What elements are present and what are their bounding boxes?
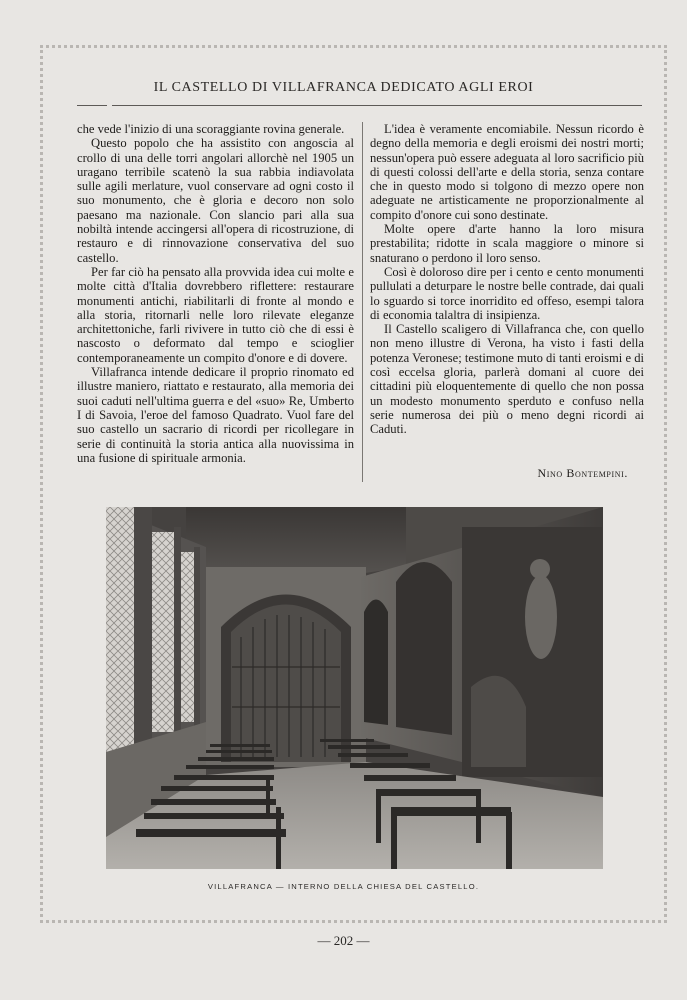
column-divider bbox=[362, 122, 363, 482]
left-paragraph-3: Per far ciò ha pensato alla provvida idea cui molte e molte città d'Italia dovrebbero riflettere: restaurare monumenti antichi, riabilitarli di fronte al mondo e alla storia, ritornarli nelle loro rilevate eleganze architettoniche, farli rivivere in tutto ciò che di essi è nascosto o deformato dal tempo e scioglier contemporaneamente un compito d'onore e di dovere. bbox=[77, 264, 354, 365]
photo-caption: VILLAFRANCA — INTERNO DELLA CHIESA DEL CASTELLO. bbox=[207, 882, 480, 891]
church-interior-photo bbox=[106, 507, 603, 869]
page-number: — 202 — bbox=[317, 933, 370, 948]
left-paragraph-2: Questo popolo che ha assistito con angoscia al crollo di una delle torri angolari allorchè nel 1905 un uragano terribile scatenò la sua rabbia indiavolata sulle agili merlature, vuol conservare ad ogni costo il suo monumento, che è gloria e decoro non solo paesano ma nazionale. Con slancio pari alla sua nobiltà intende accingersi all'opera di ricostruzione, di restauro e di rinnovazione conservativa del suo castello. bbox=[77, 136, 354, 265]
right-column bbox=[370, 122, 644, 437]
running-head: IL CASTELLO DI VILLAFRANCA DEDICATO AGLI EROI bbox=[153, 80, 534, 95]
right-paragraph-3: Così è doloroso dire per i cento e cento monumenti pullulati a deturpare le nostre belle contrade, dai quali lo sguardo si torce inorridito ed offeso, esempi talora di economia talaltra di insipienza. bbox=[370, 264, 644, 322]
author-signature: Nino Bontempini. bbox=[537, 466, 628, 480]
right-paragraph-1: L'idea è veramente encomiabile. Nessun ricordo è degno della memoria e degli eroismi dei nostri morti; nessun'opera può essere adeguata al loro sacrificio più di questi colossi dell'arte e della storia, senza contare che in questo modo si tolgono di mezzo opere non adeguate ne artisticamente ne proporzionalmente al compito d'onore cui sono destinate. bbox=[370, 122, 644, 222]
header-rule-short bbox=[77, 105, 107, 106]
header-rule bbox=[112, 105, 642, 106]
church-interior-illustration bbox=[106, 507, 603, 869]
left-paragraph-4: Villafranca intende dedicare il proprio rinomato ed illustre maniero, riattato e restaurato, alla memoria dei suoi caduti nell'ultima guerra e del «suo» Re, Umberto I di Savoia, l'eroe del famoso Quadrato. Vuol fare del suo castello un sacrario di ricordi per ricollegare in serie di continuità la storia antica alla nuovissima in una fusione di spirituale armonia. bbox=[77, 365, 354, 465]
right-paragraph-2: Molte opere d'arte hanno la loro misura prestabilita; ridotte in scala maggiore o minore si snaturano o perdono il loro senso. bbox=[370, 222, 644, 265]
left-paragraph-1: che vede l'inizio di una scoraggiante rovina generale. bbox=[77, 122, 345, 136]
left-column bbox=[77, 122, 354, 465]
right-paragraph-4: Il Castello scaligero di Villafranca che, con quello non meno illustre di Verona, ha visto i fasti della potenza Veronese; testimone muto di tanti eroismi e di così eccelsa gloria, parlerà domani al cuore dei cittadini più eloquentemente di quello che non possa un modesto monumento sperduto e confuso nella serie numerosa dei più o meno degni ricordi ai Caduti. bbox=[370, 322, 644, 437]
